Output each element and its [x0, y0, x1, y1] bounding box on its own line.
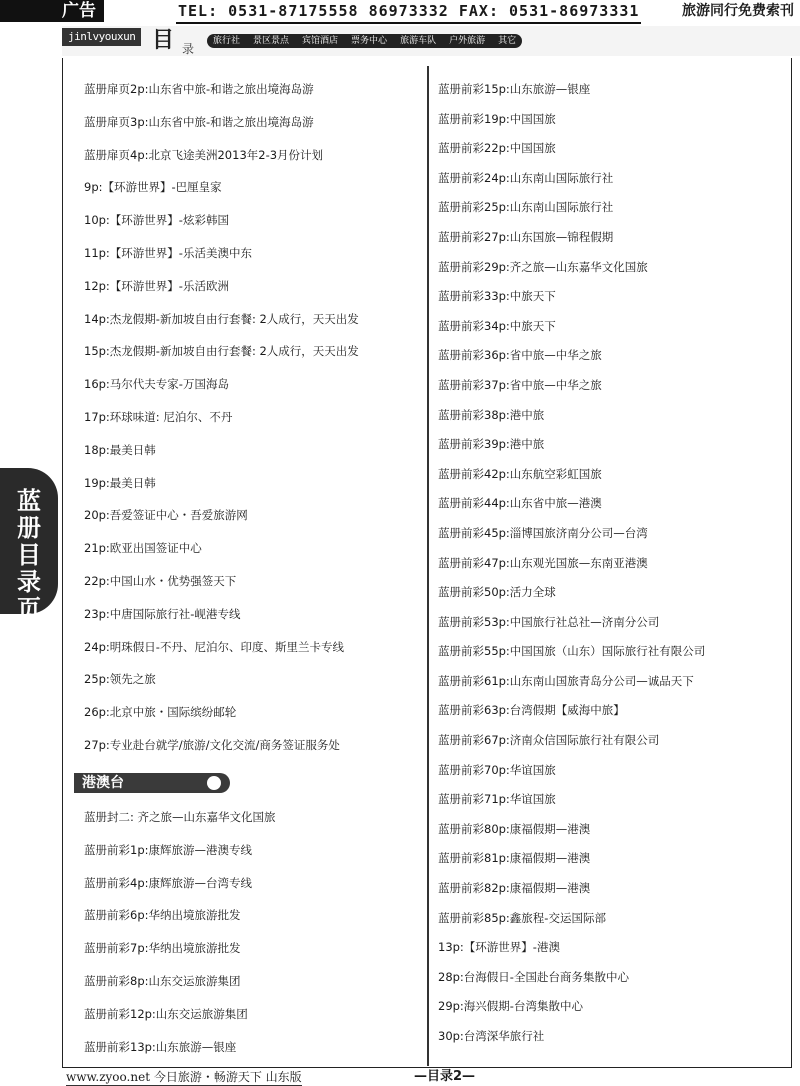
toc-entry: 蓝册前彩63p:台湾假期【威海中旅】	[438, 703, 625, 718]
side-tab	[0, 468, 58, 623]
toc-entry: 蓝册前彩42p:山东航空彩虹国旅	[438, 466, 602, 481]
left-column-list-2	[84, 810, 424, 1072]
top-bar	[0, 0, 800, 22]
toc-entry: 蓝册前彩50p:活力全球	[438, 585, 556, 600]
toc-entry: 蓝册前彩29p:齐之旅—山东嘉华文化国旅	[438, 259, 648, 274]
toc-entry: 蓝册前彩61p:山东南山国旅青岛分公司—诚品天下	[438, 673, 694, 688]
toc-entry: 蓝册前彩22p:中国国旅	[438, 141, 556, 156]
toc-entry: 25p:领先之旅	[84, 672, 156, 687]
toc-entry: 蓝册扉页3p:山东省中旅-和谐之旅出境海岛游	[84, 114, 314, 129]
footer	[0, 1068, 800, 1086]
toc-entry: 蓝册前彩6p:华纳出境旅游批发	[84, 908, 241, 923]
category-bar	[207, 34, 522, 48]
side-tab-label: 蓝册目录页	[17, 487, 41, 623]
category-item: 宾馆酒店	[302, 36, 339, 46]
toc-entry: 蓝册前彩24p:山东南山国际旅行社	[438, 170, 614, 185]
toc-entry: 蓝册前彩38p:港中旅	[438, 407, 545, 422]
toc-entry: 蓝册前彩34p:中旅天下	[438, 318, 556, 333]
toc-entry: 蓝册前彩19p:中国国旅	[438, 111, 556, 126]
contents-title-big: 目	[152, 28, 175, 53]
toc-entry: 29p:海兴假期-台湾集散中心	[438, 999, 583, 1014]
site-tag: jinlvyouxun	[62, 28, 141, 46]
toc-entry: 蓝册前彩15p:山东旅游—银座	[438, 82, 591, 96]
toc-entry: 蓝册前彩27p:山东国旅—锦程假期	[438, 229, 614, 244]
category-item: 旅游车队	[400, 36, 437, 46]
contact-info: TEL: 0531-87175558 86973332 FAX: 0531-86973331	[176, 0, 641, 24]
toc-entry: 26p:北京中旅・国际缤纷邮轮	[84, 705, 237, 720]
toc-entry: 15p:杰龙假期-新加坡自由行套餐: 2人成行，天天出发	[84, 344, 359, 359]
toc-entry: 蓝册前彩4p:康辉旅游—台湾专线	[84, 875, 252, 890]
category-item: 其它	[498, 36, 517, 46]
toc-entry: 蓝册前彩44p:山东省中旅—港澳	[438, 496, 602, 511]
toc-entry: 蓝册扉页2p:山东省中旅-和谐之旅出境海岛游	[84, 82, 314, 96]
toc-entry: 27p:专业赴台就学/旅游/文化交流/商务签证服务处	[84, 737, 340, 752]
toc-entry: 蓝册前彩82p:康福假期—港澳	[438, 881, 591, 896]
slogan: 旅游同行免费索刊	[682, 3, 794, 19]
toc-entry: 蓝册前彩33p:中旅天下	[438, 289, 556, 304]
toc-entry: 蓝册前彩12p:山东交运旅游集团	[84, 1006, 248, 1021]
toc-entry: 蓝册前彩39p:港中旅	[438, 437, 545, 452]
footer-site: www.zyoo.net 今日旅游・畅游天下 山东版	[66, 1070, 302, 1084]
toc-entry: 蓝册前彩81p:康福假期—港澳	[438, 851, 591, 866]
toc-entry: 蓝册封二: 齐之旅—山东嘉华文化国旅	[84, 810, 276, 824]
toc-entry: 28p:台海假日-全国赴台商务集散中心	[438, 969, 629, 984]
toc-entry: 蓝册前彩55p:中国国旅（山东）国际旅行社有限公司	[438, 644, 706, 659]
header-strip	[62, 26, 800, 56]
toc-entry: 13p:【环游世界】-港澳	[438, 940, 560, 955]
category-item: 旅行社	[213, 36, 241, 46]
toc-entry: 9p:【环游世界】-巴厘皇家	[84, 180, 222, 195]
toc-entry: 11p:【环游世界】-乐活美澳中东	[84, 245, 252, 260]
toc-entry: 蓝册前彩7p:华纳出境旅游批发	[84, 941, 241, 956]
toc-entry: 17p:环球味道: 尼泊尔、不丹	[84, 409, 233, 424]
toc-entry: 蓝册前彩67p:济南众信国际旅行社有限公司	[438, 733, 660, 748]
category-item: 票务中心	[351, 36, 388, 46]
toc-entry: 蓝册前彩45p:淄博国旅济南分公司—台湾	[438, 525, 648, 540]
contents-title-small: 录	[182, 42, 195, 56]
toc-entry: 蓝册前彩70p:华谊国旅	[438, 762, 556, 777]
toc-entry: 23p:中唐国际旅行社-岘港专线	[84, 606, 241, 621]
toc-entry: 蓝册前彩53p:中国旅行社总社—济南分公司	[438, 614, 660, 629]
left-column-list	[84, 82, 424, 771]
toc-entry: 蓝册前彩36p:省中旅—中华之旅	[438, 348, 602, 363]
toc-entry: 蓝册前彩47p:山东观光国旅—东南亚港澳	[438, 555, 648, 570]
toc-entry: 蓝册前彩25p:山东南山国际旅行社	[438, 200, 614, 215]
toc-entry: 24p:明珠假日-不丹、尼泊尔、印度、斯里兰卡专线	[84, 639, 344, 654]
toc-entry: 蓝册前彩37p:省中旅—中华之旅	[438, 377, 602, 392]
toc-entry: 蓝册前彩8p:山东交运旅游集团	[84, 973, 241, 988]
toc-entry: 22p:中国山水・优势强签天下	[84, 573, 237, 588]
footer-page-number: —目录2—	[414, 1069, 476, 1084]
toc-entry: 14p:杰龙假期-新加坡自由行套餐: 2人成行，天天出发	[84, 311, 359, 326]
category-item: 景区景点	[253, 36, 290, 46]
toc-entry: 30p:台湾深华旅行社	[438, 1029, 545, 1043]
category-item: 户外旅游	[449, 36, 486, 46]
toc-entry: 19p:最美日韩	[84, 475, 156, 490]
toc-entry: 蓝册前彩80p:康福假期—港澳	[438, 821, 591, 836]
toc-entry: 18p:最美日韩	[84, 442, 156, 457]
toc-entry: 20p:吾爱签证中心・吾爱旅游网	[84, 508, 248, 523]
section-heading	[74, 773, 234, 793]
ad-label: 广告	[0, 0, 104, 22]
toc-entry: 蓝册前彩85p:鑫旅程-交运国际部	[438, 910, 606, 925]
toc-entry: 蓝册前彩71p:华谊国旅	[438, 792, 556, 807]
toc-entry: 蓝册前彩13p:山东旅游—银座	[84, 1039, 237, 1054]
toc-entry: 蓝册扉页4p:北京飞途美洲2013年2-3月份计划	[84, 147, 324, 162]
toc-entry: 21p:欧亚出国签证中心	[84, 541, 202, 556]
toc-entry: 10p:【环游世界】-炫彩韩国	[84, 213, 229, 228]
right-column-list	[438, 82, 788, 1059]
toc-entry: 蓝册前彩1p:康辉旅游—港澳专线	[84, 842, 252, 857]
toc-entry: 12p:【环游世界】-乐活欧洲	[84, 278, 229, 293]
toc-entry: 16p:马尔代夫专家-万国海岛	[84, 377, 229, 392]
column-divider	[427, 66, 429, 1066]
section-heading-label: 港澳台	[74, 773, 214, 793]
section-heading-circle-icon	[204, 773, 230, 793]
